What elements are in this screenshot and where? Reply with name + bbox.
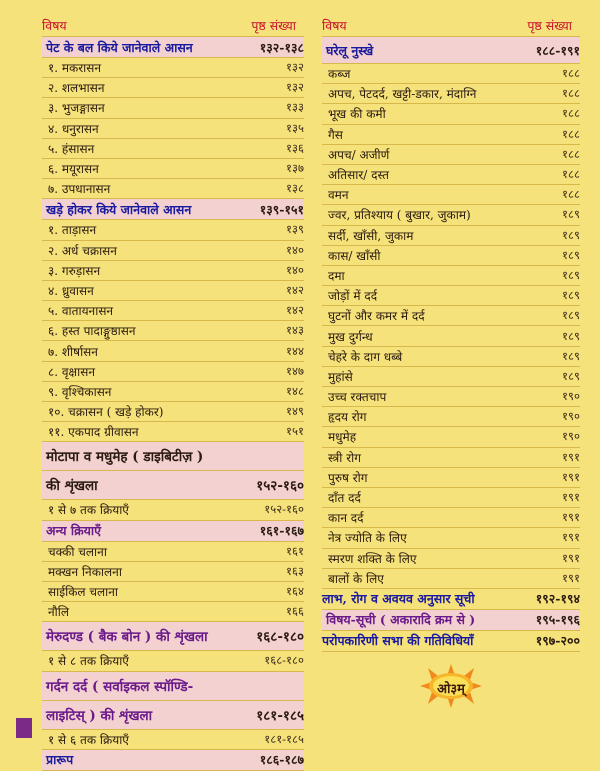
toc-entry[interactable]: [322, 266, 580, 286]
entry-page: १४०: [286, 262, 304, 277]
om-label: ओ३म्: [437, 682, 465, 697]
entry-title: १०. चक्रासन ( खड़े होकर): [48, 405, 164, 420]
entry-title: ४. धनुरासन: [48, 121, 99, 136]
entry-page: १८८: [562, 66, 580, 81]
toc-entry[interactable]: [42, 301, 304, 321]
entry-page: १८८: [562, 146, 580, 161]
entry-title: सर्दी, खाँसी, जुकाम: [328, 228, 414, 243]
toc-entry[interactable]: [322, 448, 580, 468]
toc-header: [322, 14, 580, 37]
entry-title: ७. शीर्षासन: [48, 344, 98, 359]
section-pages: १९२-१९४: [535, 591, 580, 607]
toc-entry[interactable]: [322, 569, 580, 589]
toc-entry[interactable]: [42, 139, 304, 159]
toc-entry[interactable]: [322, 488, 580, 508]
toc-entry[interactable]: [42, 582, 304, 602]
entry-page: १८९: [562, 368, 580, 383]
toc-entry[interactable]: [42, 422, 304, 442]
section-title: विषय-सूची ( अकारादि क्रम से ): [326, 612, 476, 628]
entry-title: ९. वृश्चिकासन: [48, 384, 112, 399]
entry-title: मधुमेह: [328, 430, 357, 445]
toc-entry[interactable]: [322, 326, 580, 346]
entry-title: दमा: [328, 268, 345, 283]
toc-entry[interactable]: [322, 387, 580, 407]
toc-entry[interactable]: [322, 64, 580, 84]
entry-page: १३८: [286, 181, 304, 196]
entry-title: २. अर्ध चक्रासन: [48, 243, 117, 258]
section-title: प्रारूप: [46, 752, 74, 768]
entry-page: १९१: [562, 469, 580, 484]
toc-entry[interactable]: [322, 508, 580, 528]
toc-entry[interactable]: [322, 528, 580, 548]
toc-entry[interactable]: [322, 306, 580, 326]
toc-entry[interactable]: [42, 241, 304, 261]
entry-title: १ से ६ तक क्रियाएँ: [48, 732, 129, 747]
entry-page: १४७: [286, 363, 304, 378]
entry-page: १३२: [286, 80, 304, 95]
entry-title: ८. वृक्षासन: [48, 364, 96, 379]
entry-title: १. ताड़ासन: [48, 223, 97, 238]
toc-section-format[interactable]: [42, 750, 304, 771]
page-edge-tab: [16, 718, 32, 738]
toc-entry[interactable]: [322, 165, 580, 185]
entry-title: घुटनों और कमर में दर्द: [328, 309, 425, 324]
toc-entry[interactable]: [322, 427, 580, 447]
section-pages: १८१-१८५: [256, 707, 304, 724]
page-number-heading: पृष्ठ संख्या: [527, 17, 572, 33]
entry-title: ६. मयूरासन: [48, 162, 99, 177]
entry-title: ४. ध्रुवासन: [48, 283, 94, 298]
toc-entry[interactable]: [42, 220, 304, 240]
entry-page: १८९: [562, 227, 580, 242]
entry-page: १३९: [286, 222, 304, 237]
entry-page: १४९: [286, 404, 304, 419]
entry-title: जोड़ों में दर्द: [328, 289, 378, 304]
entry-page: १३२: [286, 60, 304, 75]
entry-title: ५. हंसासन: [48, 141, 95, 156]
section-pages: १९५-१९६: [535, 612, 580, 628]
toc-section-alphabetical-index[interactable]: [322, 610, 580, 631]
entry-title: नौलि: [48, 605, 70, 620]
section-title: लाभ, रोग व अवयव अनुसार सूची: [322, 591, 475, 607]
entry-title: मुहांसे: [328, 369, 353, 384]
entry-title: हृदय रोग: [328, 410, 367, 425]
entry-title: नेत्र ज्योति के लिए: [328, 531, 407, 546]
toc-section-standing-asanas[interactable]: [42, 199, 304, 220]
entry-title: वमन: [328, 188, 349, 203]
entry-page: १९०: [562, 409, 580, 424]
section-title: गर्दन दर्द ( सर्वाइकल स्पॉण्डि-: [46, 678, 194, 695]
entry-title: चेहरे के दाग धब्बे: [328, 349, 403, 364]
entry-title: कान दर्द: [328, 511, 364, 526]
toc-section-cervical-series[interactable]: [42, 701, 304, 730]
entry-page: १३७: [286, 161, 304, 176]
entry-page: १८१-१८५: [264, 731, 304, 746]
toc-entry[interactable]: [322, 205, 580, 225]
toc-entry[interactable]: [42, 542, 304, 562]
toc-entry[interactable]: [42, 602, 304, 622]
entry-page: १८८: [562, 106, 580, 121]
section-pages: १९७-२००: [535, 633, 580, 649]
entry-page: १६८-१८०: [264, 653, 304, 668]
toc-entry[interactable]: [42, 321, 304, 341]
section-title: खड़े होकर किये जानेवाले आसन: [46, 201, 192, 217]
entry-page: १९१: [562, 530, 580, 545]
entry-title: ज्वर, प्रतिश्याय ( बुखार, जुकाम): [328, 208, 471, 223]
entry-title: स्मरण शक्ति के लिए: [328, 551, 417, 566]
entry-page: १६३: [286, 563, 304, 578]
entry-title: ११. एकपाद ग्रीवासन: [48, 425, 139, 440]
section-pages: १६१-१६७: [259, 523, 304, 539]
toc-list-other-practices: [42, 542, 304, 623]
entry-page: १३५: [286, 120, 304, 135]
toc-entry[interactable]: [42, 402, 304, 422]
entry-title: ६. हस्त पादाङ्गुष्ठासन: [48, 324, 136, 339]
toc-section-home-remedies[interactable]: [322, 37, 580, 64]
entry-page: १८९: [562, 308, 580, 323]
entry-title: साईकिल चलाना: [48, 585, 119, 600]
toc-list-home-remedies: [322, 64, 580, 589]
section-title: परोपकारिणी सभा की गतिविधियाँ: [322, 633, 474, 649]
entry-title: उच्च रक्तचाप: [328, 390, 387, 405]
section-title: घरेलू नुस्खे: [326, 42, 374, 58]
entry-page: १५२-१६०: [264, 502, 304, 517]
section-title: पेट के बल किये जानेवाले आसन: [46, 39, 193, 55]
entry-page: १४३: [286, 323, 304, 338]
toc-section-obesity-diabetes-title[interactable]: [42, 442, 304, 471]
entry-page: १८९: [562, 288, 580, 303]
entry-page: १९०: [562, 389, 580, 404]
toc-entry[interactable]: [42, 159, 304, 179]
toc-entry[interactable]: [42, 119, 304, 139]
entry-page: १९१: [562, 550, 580, 565]
section-pages: १३२-१३८: [259, 39, 304, 55]
entry-page: १९१: [562, 490, 580, 505]
entry-page: १८८: [562, 187, 580, 202]
toc-entry[interactable]: [322, 347, 580, 367]
section-title: मोटापा व मधुमेह ( डाइबिटीज़ ): [46, 449, 204, 466]
entry-title: १ से ७ तक क्रियाएँ: [48, 503, 129, 518]
toc-entry[interactable]: [322, 84, 580, 104]
toc-entry[interactable]: [42, 382, 304, 402]
section-pages: १८८-१९१: [535, 42, 580, 58]
toc-section-benefits-index[interactable]: [322, 589, 580, 610]
section-pages: १५२-१६०: [256, 478, 304, 495]
toc-entry[interactable]: [42, 58, 304, 78]
section-title: अन्य क्रियाएँ: [46, 523, 102, 539]
entry-title: पुरुष रोग: [328, 470, 368, 485]
toc-left-column: [42, 14, 304, 771]
toc-header: [42, 14, 304, 37]
toc-entry[interactable]: [322, 125, 580, 145]
entry-title: १ से ८ तक क्रियाएँ: [48, 654, 129, 669]
entry-title: गैस: [328, 127, 343, 142]
entry-page: १९०: [562, 429, 580, 444]
entry-title: अपच/ अजीर्ण: [328, 147, 390, 162]
entry-page: १४०: [286, 242, 304, 257]
toc-entry[interactable]: [322, 226, 580, 246]
entry-title: स्त्री रोग: [328, 450, 361, 465]
entry-page: १४४: [286, 343, 304, 358]
entry-title: अतिसार/ दस्त: [328, 168, 389, 183]
entry-title: चक्की चलाना: [48, 544, 107, 559]
toc-section-sabha-activities[interactable]: [322, 631, 580, 652]
toc-entry[interactable]: [322, 367, 580, 387]
toc-entry[interactable]: [42, 98, 304, 118]
toc-entry[interactable]: [42, 281, 304, 301]
toc-section-other-practices[interactable]: [42, 521, 304, 542]
entry-title: ३. भुजङ्गासन: [48, 101, 105, 116]
toc-entry[interactable]: [42, 179, 304, 199]
page-number-heading: पृष्ठ संख्या: [251, 17, 296, 33]
entry-title: मुख दुर्गन्ध: [328, 329, 373, 344]
entry-page: १८९: [562, 267, 580, 282]
entry-page: १९१: [562, 449, 580, 464]
entry-title: ७. उपधानासन: [48, 182, 111, 197]
toc-entry[interactable]: [322, 185, 580, 205]
section-pages: १६८-१८०: [256, 629, 304, 646]
entry-title: १. मकरासन: [48, 61, 102, 76]
entry-page: १८९: [562, 247, 580, 262]
entry-title: कब्ज: [328, 67, 351, 82]
toc-entry[interactable]: [322, 104, 580, 124]
toc-right-column: [322, 14, 580, 652]
toc-entry[interactable]: [42, 261, 304, 281]
entry-page: १५१: [286, 424, 304, 439]
subject-heading: विषय: [42, 17, 67, 33]
section-title: मेरुदण्ड ( बैक बोन ) की शृंखला: [46, 629, 208, 646]
toc-section-obesity-diabetes-series[interactable]: [42, 471, 304, 500]
entry-title: ३. गरुड़ासन: [48, 263, 101, 278]
entry-page: १४२: [286, 303, 304, 318]
toc-entry[interactable]: [42, 651, 304, 671]
entry-page: १४८: [286, 383, 304, 398]
subject-heading: विषय: [322, 17, 347, 33]
toc-section-cervical-title[interactable]: [42, 672, 304, 701]
toc-section-prone-asanas[interactable]: [42, 37, 304, 58]
toc-list-standing-asanas: [42, 220, 304, 442]
entry-page: १८९: [562, 207, 580, 222]
entry-page: १६४: [286, 584, 304, 599]
toc-entry[interactable]: [322, 468, 580, 488]
entry-title: २. शलभासन: [48, 81, 105, 96]
entry-title: भूख की कमी: [328, 107, 386, 122]
section-pages: १३९-१५१: [259, 201, 304, 217]
entry-page: १६१: [286, 543, 304, 558]
entry-page: १९१: [562, 570, 580, 585]
entry-page: १४२: [286, 282, 304, 297]
toc-entry[interactable]: [42, 341, 304, 361]
toc-list-prone-asanas: [42, 58, 304, 199]
entry-title: मक्खन निकालना: [48, 564, 122, 579]
toc-entry[interactable]: [322, 549, 580, 569]
section-title: लाइटिस् ) की शृंखला: [46, 707, 153, 724]
toc-entry[interactable]: [322, 246, 580, 266]
entry-page: १३३: [286, 100, 304, 115]
entry-title: ५. वातायनासन: [48, 304, 114, 319]
entry-title: बालों के लिए: [328, 571, 384, 586]
entry-page: १८८: [562, 86, 580, 101]
section-pages: १८६-१८७: [259, 752, 304, 768]
toc-entry[interactable]: [322, 407, 580, 427]
toc-entry[interactable]: [322, 286, 580, 306]
entry-page: १८९: [562, 348, 580, 363]
toc-section-backbone[interactable]: [42, 622, 304, 651]
toc-entry[interactable]: [42, 78, 304, 98]
entry-title: दाँत दर्द: [328, 491, 361, 506]
toc-entry[interactable]: [42, 730, 304, 750]
section-title: की शृंखला: [46, 478, 98, 495]
entry-page: १९१: [562, 510, 580, 525]
toc-entry[interactable]: [42, 362, 304, 382]
toc-entry[interactable]: [322, 145, 580, 165]
entry-page: १८८: [562, 167, 580, 182]
toc-entry[interactable]: [42, 500, 304, 520]
entry-title: कास/ खाँसी: [328, 248, 381, 263]
entry-page: १८८: [562, 126, 580, 141]
toc-entry[interactable]: [42, 562, 304, 582]
entry-title: अपच, पेटदर्द, खट्टी-डकार, मंदाग्नि: [328, 87, 477, 102]
entry-page: १३६: [286, 140, 304, 155]
entry-page: १६६: [286, 604, 304, 619]
entry-page: १८९: [562, 328, 580, 343]
